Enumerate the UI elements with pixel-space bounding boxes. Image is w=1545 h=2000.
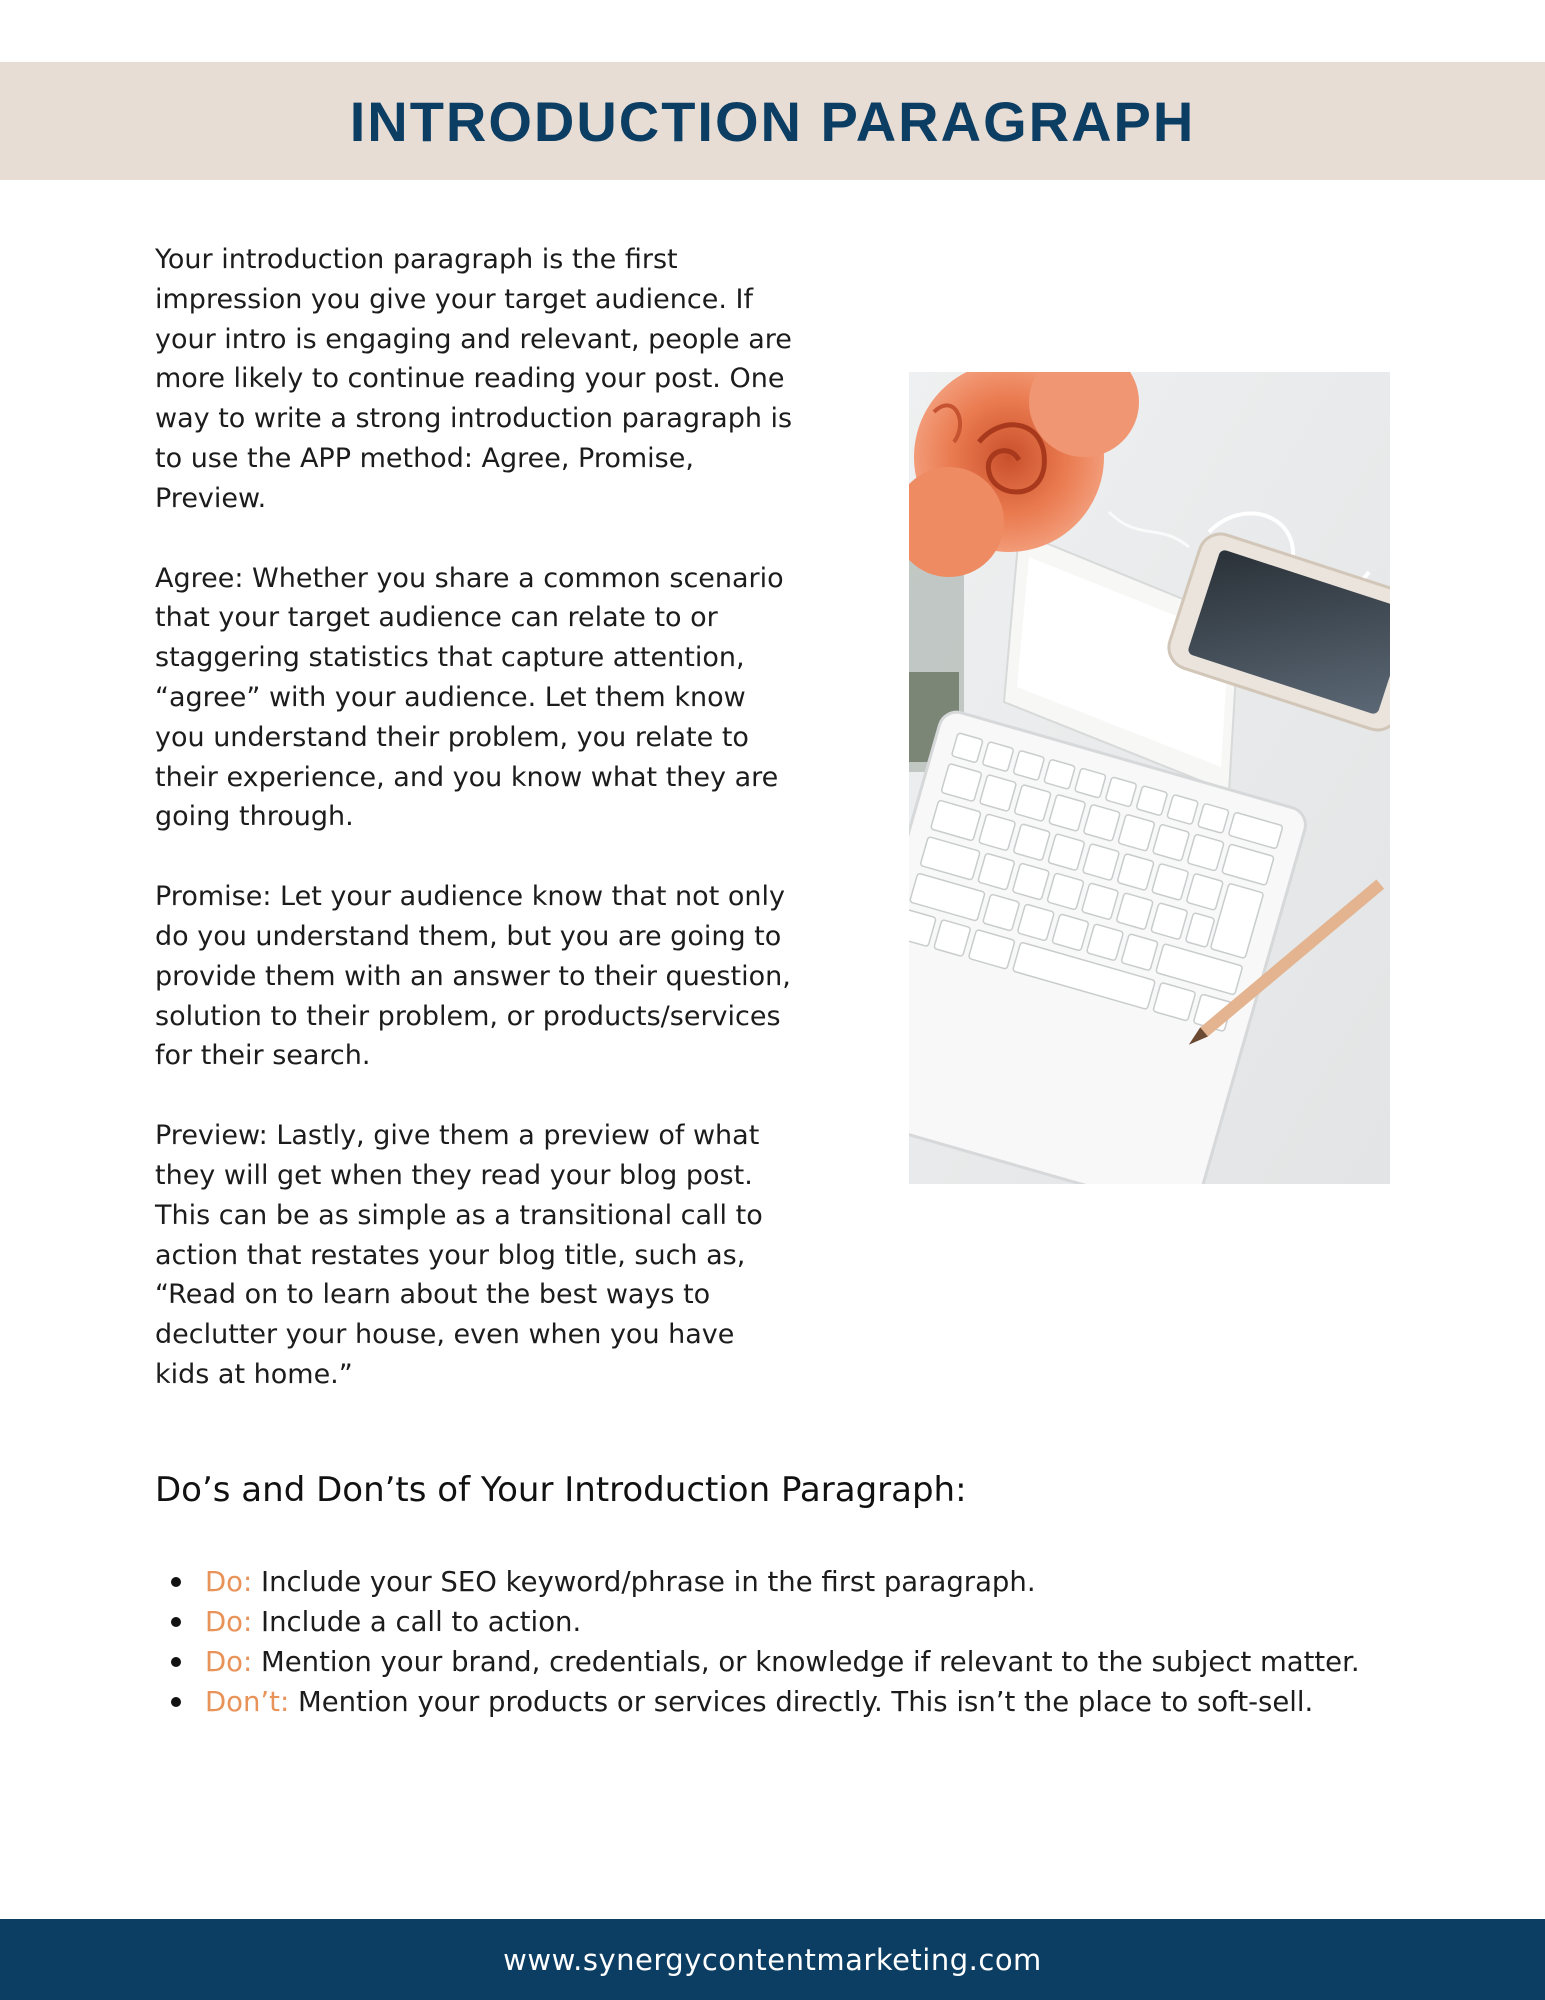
list-item-text: Mention your products or services directly. This isn’t the place to soft-sell. — [297, 1686, 1314, 1718]
bullet-icon — [171, 1657, 181, 1667]
list-item-tag: Do: — [205, 1606, 253, 1638]
page-title: INTRODUCTION PARAGRAPH — [349, 89, 1196, 153]
agree-term: Agree: — [155, 562, 244, 594]
bullet-icon — [171, 1697, 181, 1707]
list-item-text: Mention your brand, credentials, or knowledge if relevant to the subject matter. — [261, 1646, 1360, 1678]
promise-text: Let your audience know that not only do you understand them, but you are going to provide them with an answer to their question, solution to their problem, or products/services for their search. — [155, 881, 791, 1072]
bullet-icon — [171, 1577, 181, 1587]
list-item — [155, 1682, 1455, 1722]
desk-photo-icon — [909, 372, 1390, 1184]
list-item-tag: Do: — [205, 1566, 253, 1598]
promise-paragraph — [155, 877, 795, 1076]
footer-url: www.synergycontentmarketing.com — [503, 1942, 1042, 1977]
preview-term: Preview: — [155, 1120, 268, 1152]
agree-text: Whether you share a common scenario that your target audience can relate to or staggering statistics that capture attention, “agree” with your audience. Let them know you understand their problem, you relate to their experience, and you know what they are going through. — [155, 562, 784, 833]
promise-term: Promise: — [155, 881, 272, 913]
list-item-tag: Do: — [205, 1646, 253, 1678]
list-item-text: Include your SEO keyword/phrase in the first paragraph. — [261, 1566, 1036, 1598]
preview-paragraph — [155, 1116, 795, 1395]
dos-donts-heading: Do’s and Don’ts of Your Introduction Paragraph: — [155, 1470, 967, 1510]
dos-donts-list — [155, 1562, 1455, 1722]
agree-paragraph — [155, 559, 795, 838]
bullet-icon — [171, 1617, 181, 1627]
list-item — [155, 1562, 1455, 1602]
preview-text: Lastly, give them a preview of what they will get when they read your blog post. This can be as simple as a transitional call to action that restates your blog title, such as, “Read on to learn about the best ways to declutter your house, even when you have kids at home.” — [155, 1120, 763, 1390]
header-band — [0, 62, 1545, 180]
intro-paragraph: Your introduction paragraph is the first impression you give your target audience. If your intro is engaging and relevant, people are more likely to continue reading your post. One way to write a strong introduction paragraph is to use the APP method: Agree, Promise, Preview. — [155, 244, 793, 514]
list-item — [155, 1602, 1455, 1642]
list-item-tag: Don’t: — [205, 1686, 290, 1718]
body-text — [155, 240, 795, 1435]
footer-band — [0, 1919, 1545, 2000]
list-item — [155, 1642, 1455, 1682]
list-item-text: Include a call to action. — [261, 1606, 582, 1638]
